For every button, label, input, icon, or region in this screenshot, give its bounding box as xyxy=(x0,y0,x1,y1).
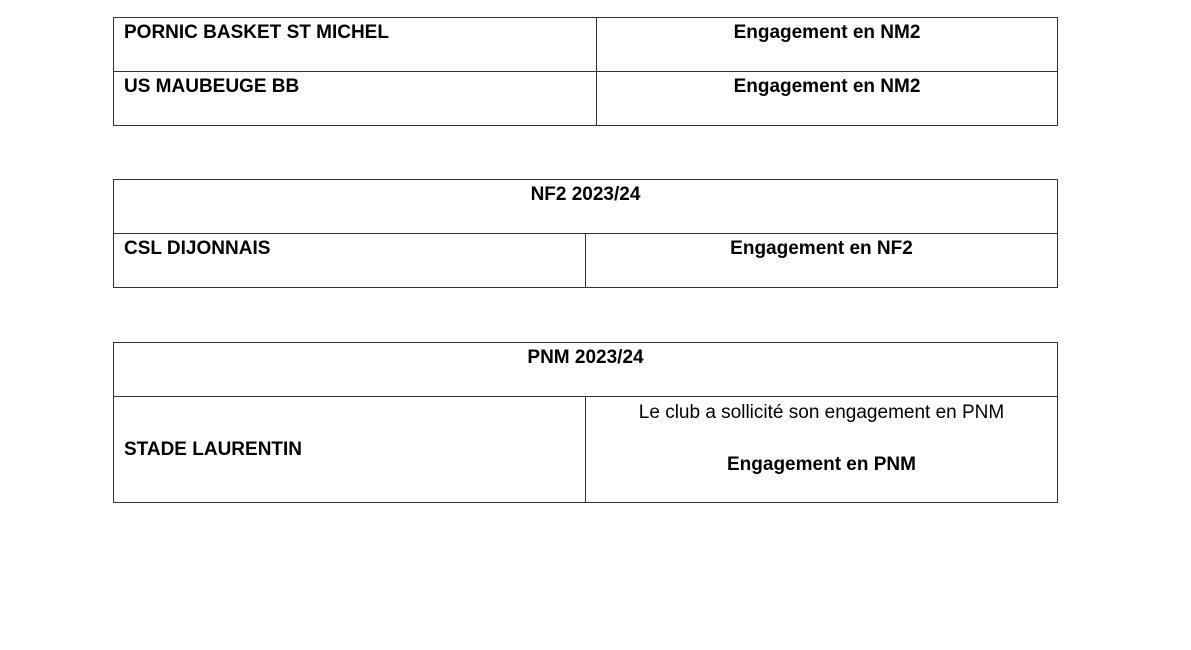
nf2-engagement-table xyxy=(113,179,1058,288)
request-note: Le club a sollicité son engagement en PNM xyxy=(638,402,1005,423)
decision-cell: Engagement en NM2 xyxy=(597,18,1058,72)
decision-cell: Engagement en NF2 xyxy=(586,234,1058,288)
pnm-engagement-table xyxy=(113,342,1058,503)
section-header: NF2 2023/24 xyxy=(114,180,1058,234)
table-row xyxy=(114,72,1058,126)
table-header-row xyxy=(114,343,1058,397)
table-header-row xyxy=(114,180,1058,234)
section-header: PNM 2023/24 xyxy=(114,343,1058,397)
decision-text: Engagement en PNM xyxy=(727,454,916,475)
club-name-cell: CSL DIJONNAIS xyxy=(114,234,586,288)
table-row xyxy=(114,18,1058,72)
decision-cell xyxy=(586,397,1058,503)
club-name-cell: US MAUBEUGE BB xyxy=(114,72,597,126)
club-name-cell: PORNIC BASKET ST MICHEL xyxy=(114,18,597,72)
nm2-engagement-table xyxy=(113,17,1058,126)
club-name-cell: STADE LAURENTIN xyxy=(114,397,586,503)
decision-cell: Engagement en NM2 xyxy=(597,72,1058,126)
table-row xyxy=(114,234,1058,288)
table-row xyxy=(114,397,1058,503)
